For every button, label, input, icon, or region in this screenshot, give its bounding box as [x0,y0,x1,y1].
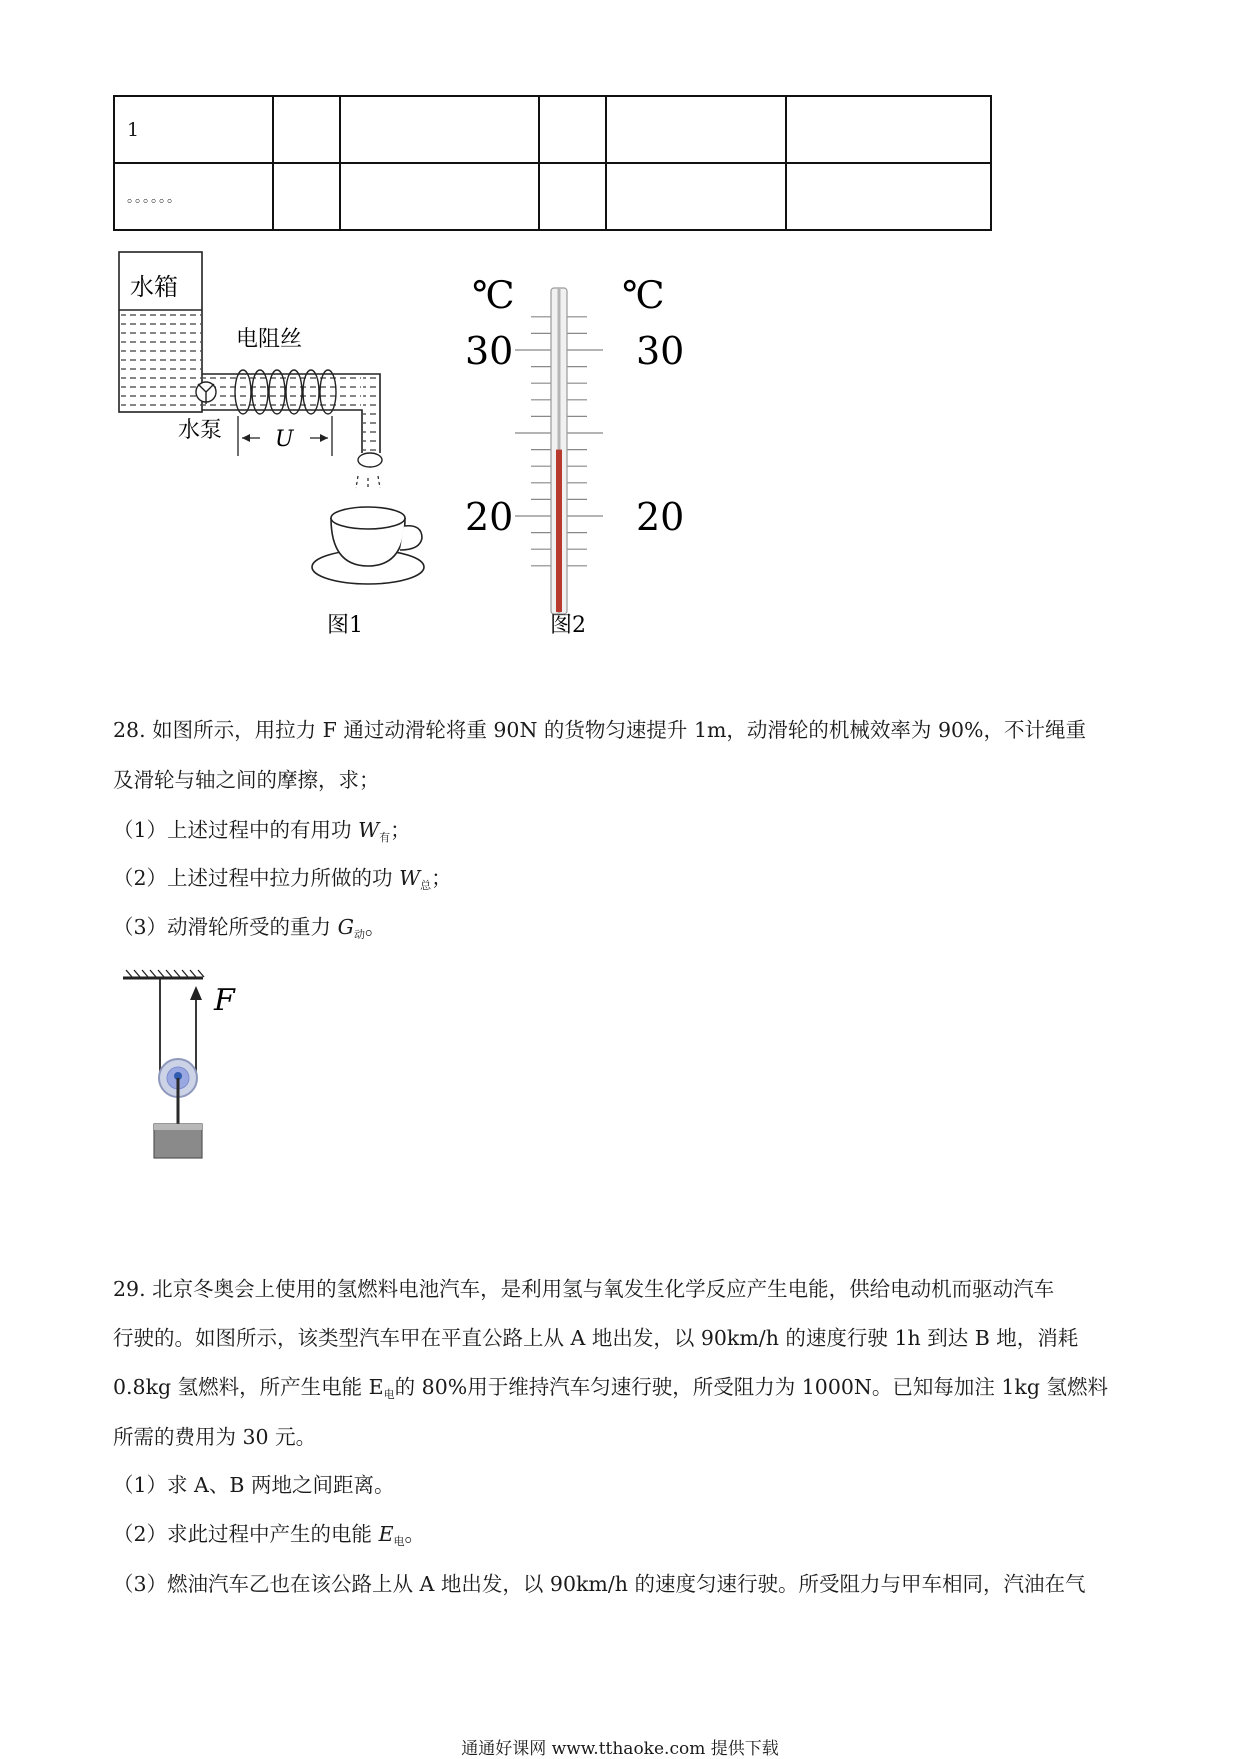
cup-icon [312,507,424,584]
tick-20-left: 20 [465,495,514,539]
figure-2-caption: 图2 [550,613,586,638]
data-table [113,95,992,231]
q29-sub-3: （3）燃油汽车乙也在该公路上从 A 地出发，以 90km/h 的速度匀速行驶。所受阻力与甲车相同，汽油在气 [113,1572,1086,1596]
tank-label: 水箱 [130,273,178,301]
pulley-figure [118,968,248,1188]
force-label: F [214,983,235,1018]
table-cell: 1 [114,96,273,163]
q28-line-2: 及滑轮与轴之间的摩擦，求； [113,768,380,792]
q29-line-3: 0.8kg 氢燃料，所产生电能 $E_电$的 80%用于维持汽车匀速行驶，所受阻力为 1000N。已知每加注 1kg 氢燃料 [113,1375,1108,1401]
q29-line-2: 行驶的。如图所示，该类型汽车甲在平直公路上从 A 地出发，以 90km/h 的速度行驶 1h 到达 B 地，消耗 [113,1326,1079,1350]
force-arrow-icon [190,986,202,1000]
table-cell [340,163,539,230]
table-cell: 。。。。。。 [114,163,273,230]
wire-label: 电阻丝 [236,327,303,352]
voltage-label: U [275,427,294,452]
table-cell [606,96,786,163]
table-row [114,96,991,163]
q28-sub-2: （2）上述过程中拉力所做的功 $W_总$； [113,866,452,892]
figure-1-water-heater [110,248,440,640]
q29-line-4: 所需的费用为 30 元。 [113,1425,317,1449]
table-cell [273,163,340,230]
table-cell [539,163,606,230]
q29-sub-2: （2）求此过程中产生的电能 $E_电$。 [113,1522,426,1548]
tick-20-right: 20 [636,495,685,539]
q28-sub-1: （1）上述过程中的有用功 $W_有$； [113,818,411,844]
tick-30-right: 30 [636,329,685,373]
q28-line-1: 28. 如图所示，用拉力 F 通过动滑轮将重 90N 的货物匀速提升 1m，动滑轮的机械效率为 90%，不计绳重 [113,718,1087,742]
page-footer: 通通好课网 www.tthaoke.com 提供下载 [461,1739,779,1759]
pump-label: 水泵 [178,418,223,443]
table-cell [606,163,786,230]
q29-line-1: 29. 北京冬奥会上使用的氢燃料电池汽车，是利用氢与氧发生化学反应产生电能，供给电动机而驱动汽车 [113,1277,1055,1301]
table-cell [786,163,991,230]
water-drop [358,453,382,467]
liquid-column [556,450,562,612]
table-cell [786,96,991,163]
unit-right-label: ℃ [622,273,665,317]
table-cell [340,96,539,163]
figure-1-caption: 图1 [327,613,363,638]
figure-2-thermometer [460,270,690,640]
q28-sub-3: （3）动滑轮所受的重力 $G_动$。 [113,915,386,941]
q29-sub-1: （1）求 A、B 两地之间距离。 [113,1473,395,1497]
table-cell [273,96,340,163]
table-row [114,163,991,230]
table-cell [539,96,606,163]
unit-left-label: ℃ [472,273,515,317]
tick-30-left: 30 [465,329,514,373]
